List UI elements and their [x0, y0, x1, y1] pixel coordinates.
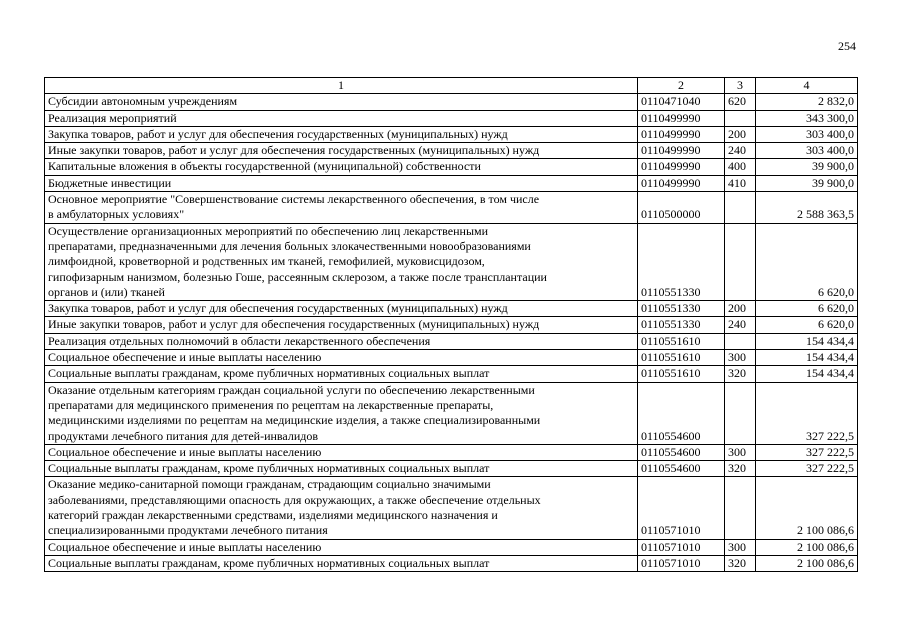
row-sum-cell: 343 300,0: [756, 110, 858, 126]
table-row: [45, 223, 858, 300]
row-code-cell: 0110571010: [638, 477, 725, 539]
row-name-cell: Социальные выплаты гражданам, кроме публичных нормативных социальных выплат: [45, 461, 638, 477]
row-type-cell: 400: [725, 159, 756, 175]
table-row: [45, 159, 858, 175]
table-row: [45, 366, 858, 382]
table-row: [45, 382, 858, 444]
table-row: [45, 539, 858, 555]
row-sum-cell: 2 832,0: [756, 94, 858, 110]
table-row: [45, 175, 858, 191]
table-row: [45, 317, 858, 333]
table-row: [45, 461, 858, 477]
page-number: 254: [838, 39, 856, 53]
table-row: [45, 555, 858, 571]
table-row: [45, 126, 858, 142]
row-code-cell: 0110551610: [638, 366, 725, 382]
row-sum-cell: 39 900,0: [756, 159, 858, 175]
row-name-cell: Социальное обеспечение и иные выплаты населению: [45, 444, 638, 460]
table-row: [45, 477, 858, 539]
table-row: [45, 192, 858, 224]
row-code-cell: 0110499990: [638, 159, 725, 175]
table-header-row: [45, 78, 858, 94]
row-code-cell: 0110571010: [638, 539, 725, 555]
row-code-cell: 0110554600: [638, 382, 725, 444]
row-type-cell: 300: [725, 444, 756, 460]
row-name-cell: Социальные выплаты гражданам, кроме публичных нормативных социальных выплат: [45, 366, 638, 382]
budget-table: [44, 77, 858, 572]
row-type-cell: 200: [725, 301, 756, 317]
row-code-cell: 0110499990: [638, 126, 725, 142]
col-header-sum: 4: [756, 78, 858, 94]
row-code-cell: 0110499990: [638, 175, 725, 191]
row-type-cell: [725, 110, 756, 126]
row-code-cell: 0110471040: [638, 94, 725, 110]
row-name-cell: Социальные выплаты гражданам, кроме публичных нормативных социальных выплат: [45, 555, 638, 571]
table-row: [45, 444, 858, 460]
table-row: [45, 143, 858, 159]
row-type-cell: [725, 192, 756, 224]
row-sum-cell: 6 620,0: [756, 317, 858, 333]
row-code-cell: 0110554600: [638, 461, 725, 477]
row-type-cell: 410: [725, 175, 756, 191]
row-name-cell: Иные закупки товаров, работ и услуг для обеспечения государственных (муниципальных) нужд: [45, 317, 638, 333]
row-sum-cell: 2 100 086,6: [756, 477, 858, 539]
row-sum-cell: 2 100 086,6: [756, 555, 858, 571]
row-sum-cell: 303 400,0: [756, 143, 858, 159]
row-code-cell: 0110551330: [638, 301, 725, 317]
row-sum-cell: 2 100 086,6: [756, 539, 858, 555]
row-name-cell: Оказание медико-санитарной помощи гражданам, страдающим социально значимыми заболеваниями, представляющими опасность для окружающих, а также обеспечение отдельных категорий граждан лекарственными средствами, изделиями медицинского назначения и специализированными продуктами лечебного питания: [45, 477, 638, 539]
row-type-cell: 300: [725, 350, 756, 366]
row-type-cell: [725, 223, 756, 300]
row-name-cell: Оказание отдельным категориям граждан социальной услуги по обеспечению лекарственными препаратами для медицинского применения по рецептам на лекарственные препараты, медицинскими изделиями по рецептам на медицинские изделия, а также специализированными продуктами лечебного питания для детей-инвалидов: [45, 382, 638, 444]
row-name-cell: Социальное обеспечение и иные выплаты населению: [45, 539, 638, 555]
row-type-cell: 240: [725, 143, 756, 159]
table-row: [45, 333, 858, 349]
row-sum-cell: 39 900,0: [756, 175, 858, 191]
col-header-code: 2: [638, 78, 725, 94]
row-code-cell: 0110551330: [638, 223, 725, 300]
row-name-cell: Капитальные вложения в объекты государственной (муниципальной) собственности: [45, 159, 638, 175]
row-sum-cell: 2 588 363,5: [756, 192, 858, 224]
row-sum-cell: 154 434,4: [756, 350, 858, 366]
row-sum-cell: 6 620,0: [756, 223, 858, 300]
row-type-cell: 300: [725, 539, 756, 555]
table-row: [45, 350, 858, 366]
table-row: [45, 94, 858, 110]
row-sum-cell: 154 434,4: [756, 333, 858, 349]
row-type-cell: 240: [725, 317, 756, 333]
row-type-cell: 320: [725, 555, 756, 571]
row-name-cell: Иные закупки товаров, работ и услуг для обеспечения государственных (муниципальных) нужд: [45, 143, 638, 159]
table-row: [45, 301, 858, 317]
row-type-cell: [725, 333, 756, 349]
row-type-cell: [725, 477, 756, 539]
row-type-cell: 320: [725, 461, 756, 477]
row-code-cell: 0110571010: [638, 555, 725, 571]
row-type-cell: [725, 382, 756, 444]
row-code-cell: 0110551610: [638, 333, 725, 349]
row-sum-cell: 6 620,0: [756, 301, 858, 317]
row-type-cell: 320: [725, 366, 756, 382]
row-code-cell: 0110551610: [638, 350, 725, 366]
col-header-type: 3: [725, 78, 756, 94]
row-name-cell: Социальное обеспечение и иные выплаты населению: [45, 350, 638, 366]
row-name-cell: Субсидии автономным учреждениям: [45, 94, 638, 110]
row-type-cell: 200: [725, 126, 756, 142]
row-name-cell: Закупка товаров, работ и услуг для обеспечения государственных (муниципальных) нужд: [45, 126, 638, 142]
row-code-cell: 0110554600: [638, 444, 725, 460]
row-name-cell: Реализация мероприятий: [45, 110, 638, 126]
row-sum-cell: 303 400,0: [756, 126, 858, 142]
row-code-cell: 0110499990: [638, 110, 725, 126]
row-sum-cell: 327 222,5: [756, 461, 858, 477]
row-code-cell: 0110499990: [638, 143, 725, 159]
row-name-cell: Бюджетные инвестиции: [45, 175, 638, 191]
table-row: [45, 110, 858, 126]
row-name-cell: Основное мероприятие "Совершенствование системы лекарственного обеспечения, в том числе в амбулаторных условиях": [45, 192, 638, 224]
row-name-cell: Реализация отдельных полномочий в области лекарственного обеспечения: [45, 333, 638, 349]
col-header-name: 1: [45, 78, 638, 94]
row-sum-cell: 327 222,5: [756, 382, 858, 444]
row-sum-cell: 327 222,5: [756, 444, 858, 460]
row-code-cell: 0110551330: [638, 317, 725, 333]
row-sum-cell: 154 434,4: [756, 366, 858, 382]
table-body: [45, 94, 858, 572]
row-code-cell: 0110500000: [638, 192, 725, 224]
row-type-cell: 620: [725, 94, 756, 110]
row-name-cell: Закупка товаров, работ и услуг для обеспечения государственных (муниципальных) нужд: [45, 301, 638, 317]
row-name-cell: Осуществление организационных мероприятий по обеспечению лиц лекарственными препаратами, предназначенными для лечения больных злокачественными новообразованиями лимфоидной, кроветворной и родственных им тканей, гемофилией, муковисцидозом, гипофизарным нанизмом, болезнью Гоше, рассеянным склерозом, а также после трансплантации органов и (или) тканей: [45, 223, 638, 300]
